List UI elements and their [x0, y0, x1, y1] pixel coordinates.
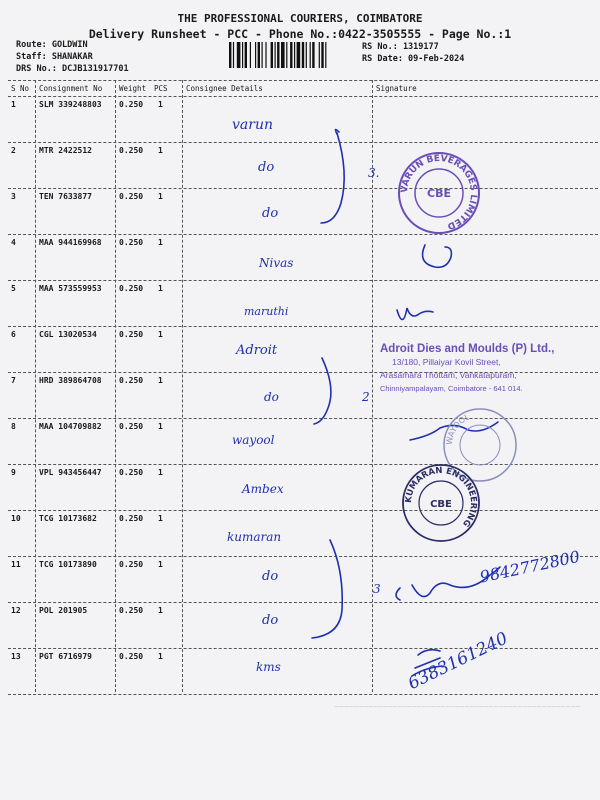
handwritten-name: do: [262, 206, 279, 221]
rs-number: RS No.: 1319177: [362, 42, 439, 52]
handwritten-name: Adroit: [236, 343, 278, 358]
handwritten-name: kms: [256, 660, 281, 674]
col-header-sno: S No: [11, 84, 30, 93]
pcs-cell: 1: [158, 330, 163, 339]
pcs-cell: 1: [158, 652, 163, 661]
weight-cell: 0.250: [119, 192, 144, 201]
consignment-cell: MAA 573559953: [39, 284, 102, 293]
col-header-pcs: PCS: [154, 84, 168, 93]
adroit-stamp-line: 13/180, Pillaiyar Kovil Street,: [392, 357, 501, 367]
consignment-cell: HRD 389864708: [39, 376, 102, 385]
handwritten-name: do: [262, 569, 279, 584]
pcs-cell: 1: [158, 422, 163, 431]
handwritten-name: Ambex: [242, 482, 284, 496]
handwritten-name: wayool: [232, 433, 275, 447]
sno-cell: 8: [11, 422, 16, 431]
pcs-cell: 1: [158, 514, 163, 523]
staff-label: Staff: SHANAKAR: [16, 52, 93, 62]
pcs-cell: 1: [158, 238, 163, 247]
bleed-through-text: ~~~~~~~~~~~~~~~~~~~~~~~~~~~~~~~~~~~~~~~~~~~~~~~~~~~: [334, 702, 580, 711]
varun-beverages-seal: [394, 148, 484, 238]
handwritten-name: Nivas: [259, 256, 294, 270]
handwritten-name: do: [264, 390, 279, 404]
pcs-cell: 1: [158, 606, 163, 615]
consignment-cell: MAA 944169968: [39, 238, 102, 247]
sno-cell: 1: [11, 100, 16, 109]
weight-cell: 0.250: [119, 652, 144, 661]
consignment-cell: MTR 2422512: [39, 146, 92, 155]
consignment-cell: PGT 6716979: [39, 652, 92, 661]
drs-number: DRS No.: DCJB131917701: [16, 64, 129, 74]
handwritten-phone: 9842772800: [478, 546, 582, 587]
col-header-signature: Signature: [376, 84, 417, 93]
sno-cell: 13: [11, 652, 21, 661]
kumaran-seal-center: CBE: [430, 499, 452, 510]
col-header-consignment: Consignment No: [39, 84, 103, 93]
consignment-cell: CGL 13020534: [39, 330, 97, 339]
handwritten-count: 3: [373, 582, 381, 596]
pcs-cell: 1: [158, 146, 163, 155]
document-title: THE PROFESSIONAL COURIERS, COIMBATORE: [177, 12, 423, 25]
consignment-cell: SLM 339248803: [39, 100, 102, 109]
handwritten-phone: 6383161240: [405, 628, 511, 694]
rs-date: RS Date: 09-Feb-2024: [362, 54, 465, 64]
sno-cell: 4: [11, 238, 16, 247]
adroit-stamp-line: Chinniyampalayam, Coimbatore - 641 014.: [380, 384, 523, 393]
handwritten-name: varun: [232, 117, 273, 133]
pcs-cell: 1: [158, 560, 163, 569]
sno-cell: 6: [11, 330, 16, 339]
sno-cell: 12: [11, 606, 21, 615]
sno-cell: 11: [11, 560, 21, 569]
sno-cell: 9: [11, 468, 16, 477]
weight-cell: 0.250: [119, 284, 144, 293]
kumaran-seal-text: KUMARAN ENGINEERING: [403, 465, 479, 529]
col-header-weight: Weight: [119, 84, 147, 93]
consignment-cell: TCG 10173682: [39, 514, 97, 523]
sno-cell: 5: [11, 284, 16, 293]
pcs-cell: 1: [158, 468, 163, 477]
handwritten-count: 2: [362, 390, 370, 404]
consignment-cell: MAA 104709882: [39, 422, 102, 431]
adroit-stamp-name: Adroit Dies and Moulds (P) Ltd.,: [380, 343, 555, 355]
pcs-cell: 1: [158, 192, 163, 201]
sno-cell: 3: [11, 192, 16, 201]
handwritten-name: kumaran: [227, 530, 282, 544]
sno-cell: 2: [11, 146, 16, 155]
weight-cell: 0.250: [119, 514, 144, 523]
handwritten-name: do: [262, 613, 279, 628]
pcs-cell: 1: [158, 284, 163, 293]
weight-cell: 0.250: [119, 606, 144, 615]
weight-cell: 0.250: [119, 468, 144, 477]
kumaran-engineering-seal: [398, 460, 484, 546]
pcs-cell: 1: [158, 376, 163, 385]
handwritten-name: do: [258, 160, 275, 175]
weight-cell: 0.250: [119, 100, 144, 109]
adroit-stamp: [380, 343, 586, 395]
weight-cell: 0.250: [119, 422, 144, 431]
consignment-cell: TEN 7633877: [39, 192, 92, 201]
sno-cell: 7: [11, 376, 16, 385]
col-header-consignee: Consignee Details: [186, 84, 263, 93]
route-label: Route: GOLDWIN: [16, 40, 88, 50]
varun-seal-center: CBE: [427, 187, 451, 200]
handwritten-count: 3.: [368, 166, 380, 180]
weight-cell: 0.250: [119, 330, 144, 339]
consignment-cell: POL 201905: [39, 606, 88, 615]
weight-cell: 0.250: [119, 238, 144, 247]
weight-cell: 0.250: [119, 560, 144, 569]
sno-cell: 10: [11, 514, 21, 523]
consignment-cell: TCG 10173890: [39, 560, 97, 569]
adroit-stamp-line: Arasamara Thottam, Vankatapuram,: [380, 370, 517, 380]
varun-seal-text: VARUN BEVERAGES LIMITED: [399, 153, 479, 231]
pcs-cell: 1: [158, 100, 163, 109]
consignment-cell: VPL 943456447: [39, 468, 102, 477]
document-subtitle: Delivery Runsheet - PCC - Phone No.:0422-3505555 - Page No.:1: [88, 27, 512, 41]
weight-cell: 0.250: [119, 146, 144, 155]
weight-cell: 0.250: [119, 376, 144, 385]
handwritten-name: maruthi: [244, 305, 289, 318]
wayool-seal-text: WAYOOL: [444, 412, 471, 446]
